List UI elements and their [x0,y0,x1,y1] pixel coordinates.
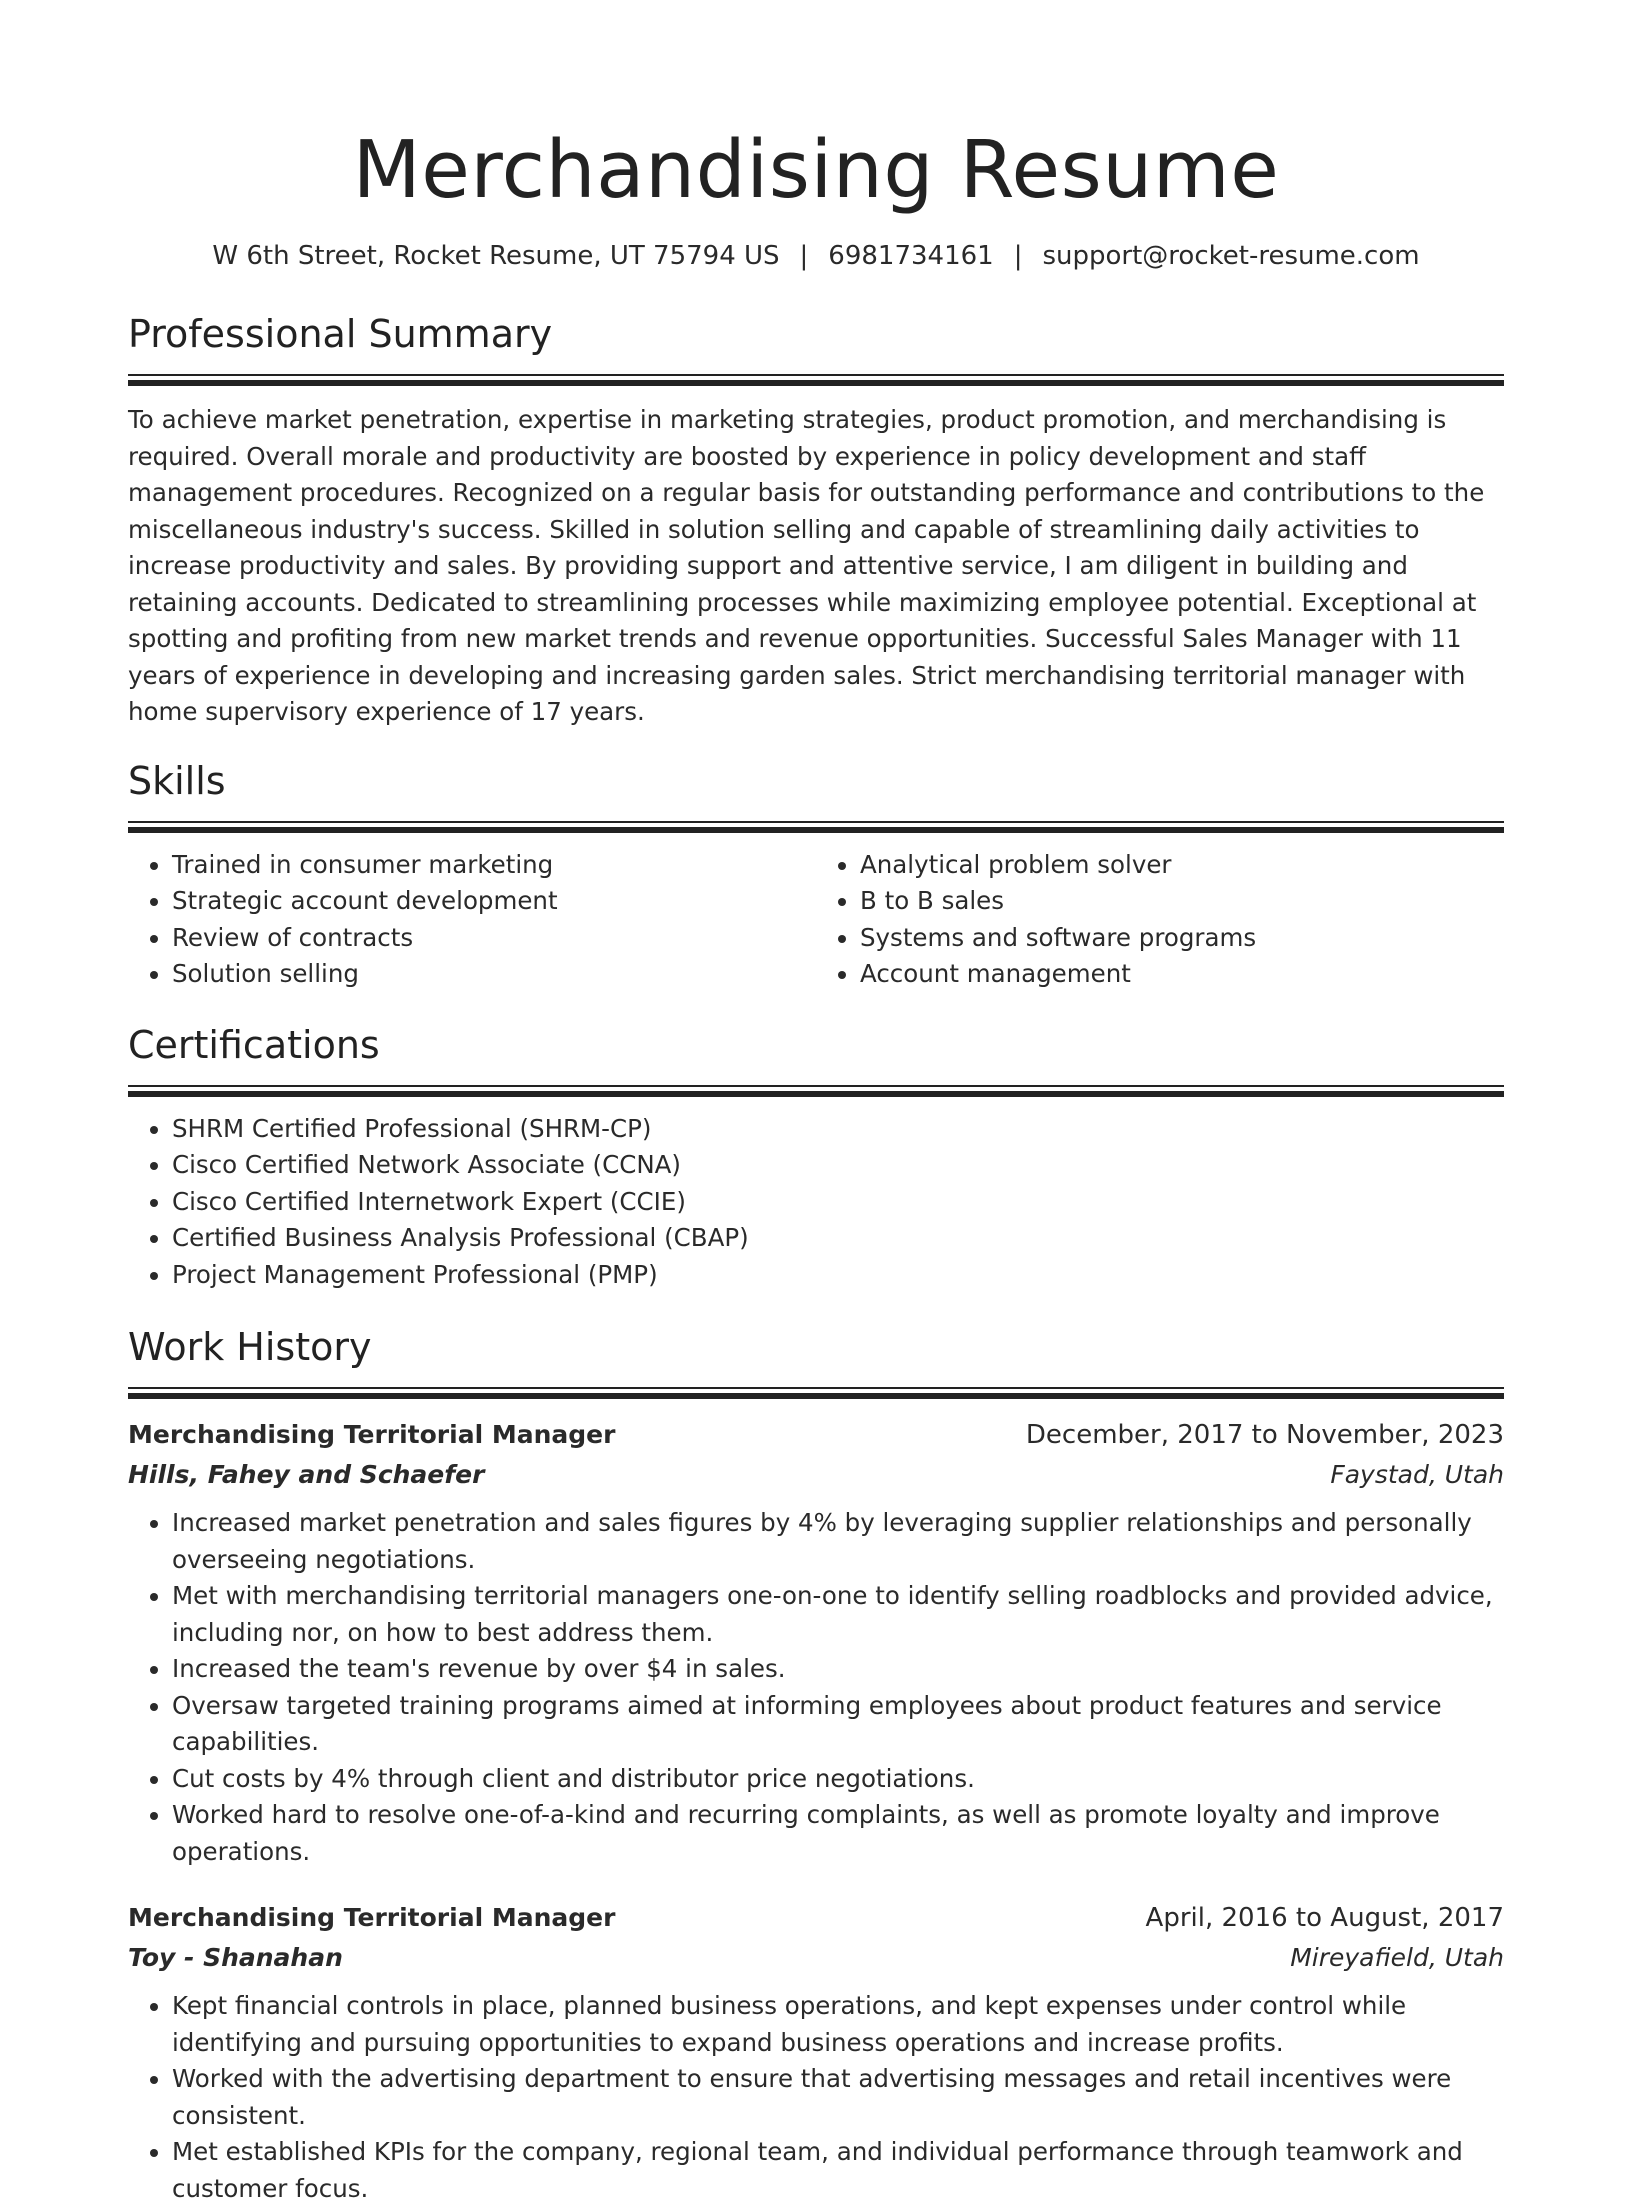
job-company-row [128,1455,1504,1495]
section-heading-work-history: Work History [128,1325,372,1369]
job-dates: April, 2016 to August, 2017 [1145,1903,1504,1933]
skill-item: • Strategic account development [172,883,816,920]
skills-grid [128,847,1504,993]
job-entry [128,1898,1504,2207]
section-heading-skills: Skills [128,758,226,803]
job-bullet: • Increased the team's revenue by over $4 in sales. [172,1651,1504,1688]
section-divider [128,827,1504,833]
job-bullet: • Cut costs by 4% through client and distributor price negotiations. [172,1761,1504,1798]
section-heading-summary: Professional Summary [128,312,553,356]
certification-item: • Cisco Certified Internetwork Expert (CCIE) [172,1184,1504,1221]
section-divider [128,821,1504,823]
job-bullet: • Increased market penetration and sales figures by 4% by leveraging supplier relationships and personally overseeing negotiations. [172,1505,1504,1578]
job-bullet: • Worked with the advertising department to ensure that advertising messages and retail incentives were consistent. [172,2061,1504,2134]
job-bullet-list [128,1505,1504,1870]
job-location: Faystad, Utah [1330,1460,1504,1489]
job-company: Hills, Fahey and Schaefer [128,1460,485,1489]
certification-item: • Cisco Certified Network Associate (CCNA) [172,1147,1504,1184]
job-title: Merchandising Territorial Manager [128,1420,616,1449]
skill-item: • Analytical problem solver [860,847,1504,884]
job-title: Merchandising Territorial Manager [128,1903,616,1932]
skill-item: • B to B sales [860,883,1504,920]
job-company: Toy - Shanahan [128,1943,343,1972]
skills-section [128,755,1504,993]
contact-line [128,238,1504,274]
email-link[interactable]: support@rocket-resume.com [1042,241,1420,271]
contact-separator: | [799,241,809,271]
job-company-row [128,1938,1504,1978]
skill-item: • Trained in consumer marketing [172,847,816,884]
job-header-row [128,1898,1504,1938]
job-bullet: • Worked hard to resolve one-of-a-kind and recurring complaints, as well as promote loyalty and improve operations. [172,1797,1504,1870]
summary-text: To achieve market penetration, expertise in marketing strategies, product promotion, and merchandising is required. Overall morale and productivity are boosted by experience in policy development and staff management procedures. Recognized on a regular basis for outstanding performance and contributions to the miscellaneous industry's success. Skilled in solution selling and capable of streamlining daily activities to increase productivity and sales. By providing support and attentive service, I am diligent in building and retaining accounts. Dedicated to streamlining processes while maximizing employee potential. Exceptional at spotting and profiting from new market trends and revenue opportunities. Successful Sales Manager with 11 years of experience in developing and increasing garden sales. Strict merchandising territorial manager with home supervisory experience of 17 years. [128,405,1485,726]
certification-item: • Project Management Professional (PMP) [172,1257,1504,1294]
section-heading-certifications: Certifications [128,1022,380,1067]
job-bullet: • Oversaw targeted training programs aimed at informing employees about product features and service capabilities. [172,1688,1504,1761]
job-bullet: • Met established KPIs for the company, regional team, and individual performance through teamwork and customer focus. [172,2134,1504,2207]
certifications-list [128,1111,1504,1294]
skill-item: • Solution selling [172,956,816,993]
skills-list-left [128,847,816,993]
summary-section [128,308,1504,731]
job-dates: December, 2017 to November, 2023 [1025,1420,1504,1450]
section-divider [128,1085,1504,1087]
phone: 6981734161 [828,241,994,271]
job-header-row [128,1415,1504,1455]
job-bullet-list [128,1988,1504,2207]
certifications-section [128,1019,1504,1294]
section-divider [128,1091,1504,1097]
job-location: Mireyafield, Utah [1290,1943,1504,1972]
section-divider [128,380,1504,386]
certification-item: • Certified Business Analysis Professional (CBAP) [172,1220,1504,1257]
skill-item: • Systems and software programs [860,920,1504,957]
certification-item: • SHRM Certified Professional (SHRM-CP) [172,1111,1504,1148]
section-divider [128,1387,1504,1389]
skill-item: • Review of contracts [172,920,816,957]
skill-item: • Account management [860,956,1504,993]
job-bullet: • Met with merchandising territorial managers one-on-one to identify selling roadblocks and provided advice, including nor, on how to best address them. [172,1578,1504,1651]
page-title: Merchandising Resume [352,124,1280,216]
address: W 6th Street, Rocket Resume, UT 75794 US [212,241,780,271]
contact-separator: | [1013,241,1023,271]
work-history-section [128,1321,1504,2207]
skills-list-right [816,847,1504,993]
job-bullet: • Kept financial controls in place, planned business operations, and kept expenses under control while identifying and pursuing opportunities to expand business operations and increase profits. [172,1988,1504,2061]
section-divider [128,1393,1504,1399]
job-entry [128,1415,1504,1870]
section-divider [128,374,1504,376]
